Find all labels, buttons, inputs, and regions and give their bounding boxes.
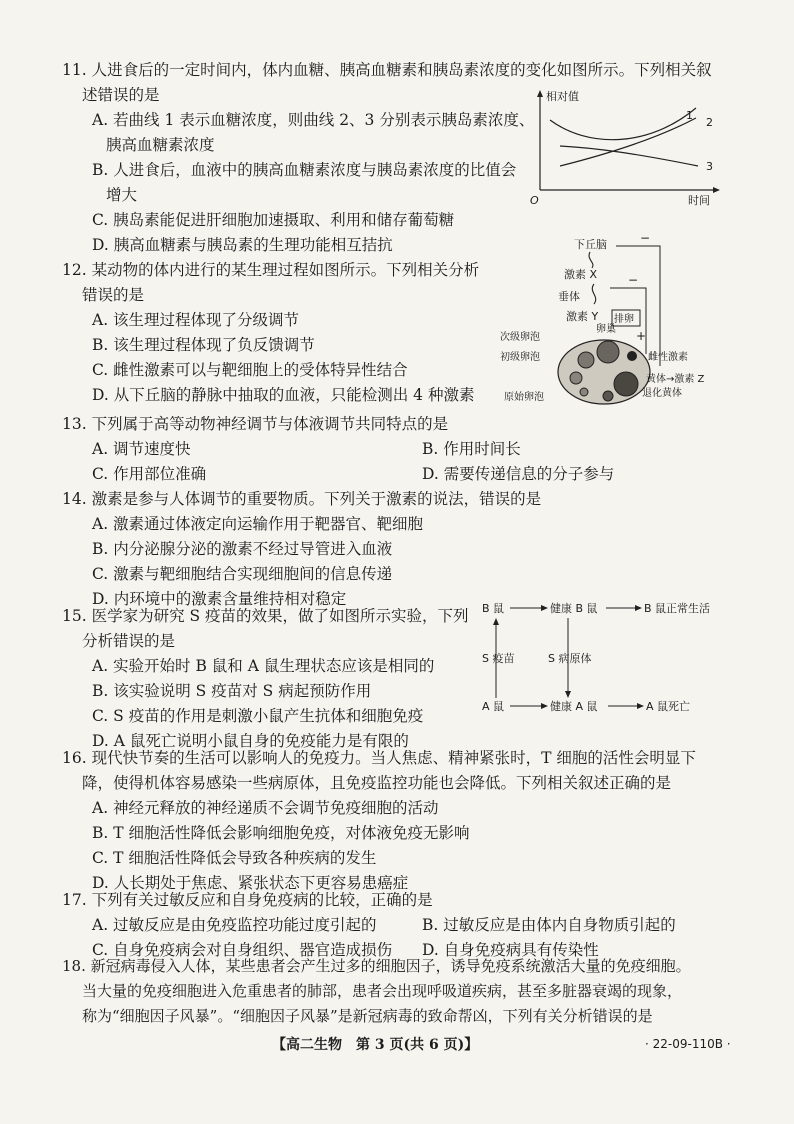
q12-plus: + [636,329,647,343]
q12-stem-cont: 错误的是 [82,286,145,304]
q15-vaccine: S 疫苗 [482,652,515,665]
q11-stem: 11. 人进食后的一定时间内，体内血糖、胰高血糖素和胰岛素浓度的变化如图所示。下列相关叙 [62,61,712,79]
q15-pathogen: S 病原体 [548,652,592,665]
q12-hypothalamus: 下丘脑 [574,238,607,251]
q12-option-a: A. 该生理过程体现了分级调节 [92,311,300,329]
q13-stem: 13. 下列属于高等动物神经调节与体液调节共同特点的是 [62,415,449,433]
q15-arrow-b2-head [635,605,642,611]
q11-origin: O [530,194,539,206]
q11-option-d: D. 胰高血糖素与胰岛素的生理功能相互拮抗 [92,236,393,254]
q11-curve-2 [560,118,696,166]
footer-page-label: 【高二生物 第 3 页(共 6 页)】 [272,1037,479,1053]
q12-secondary: 次级卵泡 [500,332,540,343]
q12-minus-1: − [640,234,651,245]
q13-option-d: D. 需要传递信息的分子参与 [422,465,615,483]
q11-ylabel: 相对值 [546,90,579,103]
q11-xlabel: 时间 [688,194,710,206]
q15-option-a: A. 实验开始时 B 鼠和 A 鼠生理状态应该是相同的 [92,657,435,675]
q12-figure [496,234,736,410]
question-12 [62,258,479,408]
q12-option-b: B. 该生理过程体现了负反馈调节 [92,336,315,354]
q17-option-c: C. 自身免疫病会对自身组织、器官造成损伤 [92,941,393,959]
q12-primary: 初级卵泡 [500,352,540,363]
q15-arrow-a2-head [637,703,644,709]
q15-option-b: B. 该实验说明 S 疫苗对 S 病起预防作用 [92,682,372,700]
q15-stem: 15. 医学家为研究 S 疫苗的效果，做了如图所示实验，下列 [62,607,469,625]
q15-arrow-b1-head [541,605,548,611]
q17-option-d: D. 自身免疫病具有传染性 [422,941,599,959]
q11-curve-3-label: 3 [706,160,713,173]
q11-curve-3 [560,146,698,166]
q12-stem: 12. 某动物的体内进行的某生理过程如图所示。下列相关分析 [62,261,480,279]
q17-stem: 17. 下列有关过敏反应和自身免疫病的比较，正确的是 [62,891,433,909]
question-15 [62,604,469,754]
q15-mouse-a: A 鼠 [482,700,505,713]
q14-stem: 14. 激素是参与人体调节的重要物质。下列关于激素的说法，错误的是 [62,490,542,508]
q11-option-c: C. 胰岛素能促进肝细胞加速摄取、利用和储存葡萄糖 [92,211,455,229]
q15-result-b: B 鼠正常生活 [644,602,711,615]
footer-code: · 22-09-110B · [645,1037,731,1051]
q14-option-c: C. 激素与靶细胞结合实现细胞间的信息传递 [92,565,393,583]
q18-stem-cont-1: 当大量的免疫细胞进入危重患者的肺部，患者会出现呼吸道疾病，甚至多脏器衰竭的现象， [82,982,683,1000]
q12-pituitary: 垂体 [558,290,580,303]
q18-stem-cont-2: 称为“细胞因子风暴”。“细胞因子风暴”是新冠病毒的致命帮凶，下列有关分析错误的是 [82,1007,653,1025]
question-17 [62,888,752,963]
q16-option-c: C. T 细胞活性降低会导致各种疾病的发生 [92,849,377,867]
q14-option-a: A. 激素通过体液定向运输作用于靶器官、靶细胞 [92,515,424,533]
q12-arrow-1 [589,252,593,268]
q17-option-a: A. 过敏反应是由免疫监控功能过度引起的 [92,916,377,934]
q11-stem-cont: 述错误的是 [82,86,160,104]
q11-option-a-cont: 胰高血糖素浓度 [106,136,215,154]
q18-stem: 18. 新冠病毒侵入人体，某些患者会产生过多的细胞因子，诱导免疫系统激活大量的免疫细胞。 [62,957,691,975]
q13-option-b: B. 作用时间长 [422,440,521,458]
q15-healthy-b: 健康 B 鼠 [550,602,598,615]
q12-hormone-y: 激素 Y [566,310,599,323]
q16-stem: 16. 现代快节奏的生活可以影响人的免疫力。当人焦虑、精神紧张时，T 细胞的活性会明显下 [62,749,696,767]
q11-curve-1 [550,108,696,140]
q11-figure [528,88,724,206]
q15-pathogen-arrow [565,691,571,698]
q17-option-b: B. 过敏反应是由体内自身物质引起的 [422,916,676,934]
question-13 [62,412,752,487]
q15-mouse-b: B 鼠 [482,602,505,615]
q12-ovulation: 排卵 [614,314,634,325]
q15-healthy-a: 健康 A 鼠 [550,700,598,713]
q11-y-arrow [537,90,543,97]
q15-arrow-a1-head [541,703,548,709]
q12-follicle-small [570,372,582,384]
q12-estrogen: 雌性激素 [648,352,688,363]
q12-arrow-2 [592,284,595,304]
q16-option-a: A. 神经元释放的神经递质不会调节免疫细胞的活动 [92,799,439,817]
q12-corpus-luteum [614,372,638,396]
q12-ovary: 卵巢 [596,324,616,335]
q12-follicle-large [597,341,619,363]
question-18 [62,954,691,1029]
q15-option-d: D. A 鼠死亡说明小鼠自身的免疫能力是有限的 [92,732,409,750]
q15-option-c: C. S 疫苗的作用是刺激小鼠产生抗体和细胞免疫 [92,707,424,725]
q12-degenerate: 退化黄体 [642,388,682,399]
q13-option-c: C. 作用部位准确 [92,465,207,483]
q11-x-arrow [713,187,720,193]
q12-primordial: 原始卵泡 [504,392,544,403]
q15-result-a: A 鼠死亡 [646,700,691,713]
q12-minus-2: − [628,273,639,287]
q12-hormone-x: 激素 X [564,268,598,281]
q15-stem-cont: 分析错误的是 [82,632,176,650]
q16-stem-cont: 降，使得机体容易感染一些病原体，且免疫监控功能也会降低。下列相关叙述正确的是 [82,774,672,792]
q11-curve-1-label: 1 [686,109,693,122]
q11-option-b-cont: 增大 [106,186,138,204]
q11-option-a: A. 若曲线 1 表示血糖浓度，则曲线 2、3 分别表示胰岛素浓度、 [92,111,535,129]
q12-follicle-tiny [580,388,588,396]
q12-follicle-mid [578,352,594,368]
q11-curve-2-label: 2 [706,116,713,129]
q12-corpus: 黄体→激素 Z [646,374,705,385]
question-16 [62,746,696,896]
q12-option-d: D. 从下丘脑的静脉中抽取的血液，只能检测出 4 种激素 [92,386,475,404]
q11-option-b: B. 人进食后，血液中的胰高血糖素浓度与胰岛素浓度的比值会 [92,161,517,179]
q15-figure [478,598,734,726]
q12-corpus-albicans [603,391,613,401]
q15-vaccine-arrow [493,618,499,625]
q12-egg [627,351,637,361]
q16-option-b: B. T 细胞活性降低会影响细胞免疫，对体液免疫无影响 [92,824,470,842]
question-14 [62,487,541,612]
q13-option-a: A. 调节速度快 [92,440,191,458]
q14-option-b: B. 内分泌腺分泌的激素不经过导管进入血液 [92,540,393,558]
q16-option-d: D. 人长期处于焦虑、紧张状态下更容易患癌症 [92,874,409,892]
q14-option-d: D. 内环境中的激素含量维持相对稳定 [92,590,347,608]
q12-option-c: C. 雌性激素可以与靶细胞上的受体特异性结合 [92,361,408,379]
